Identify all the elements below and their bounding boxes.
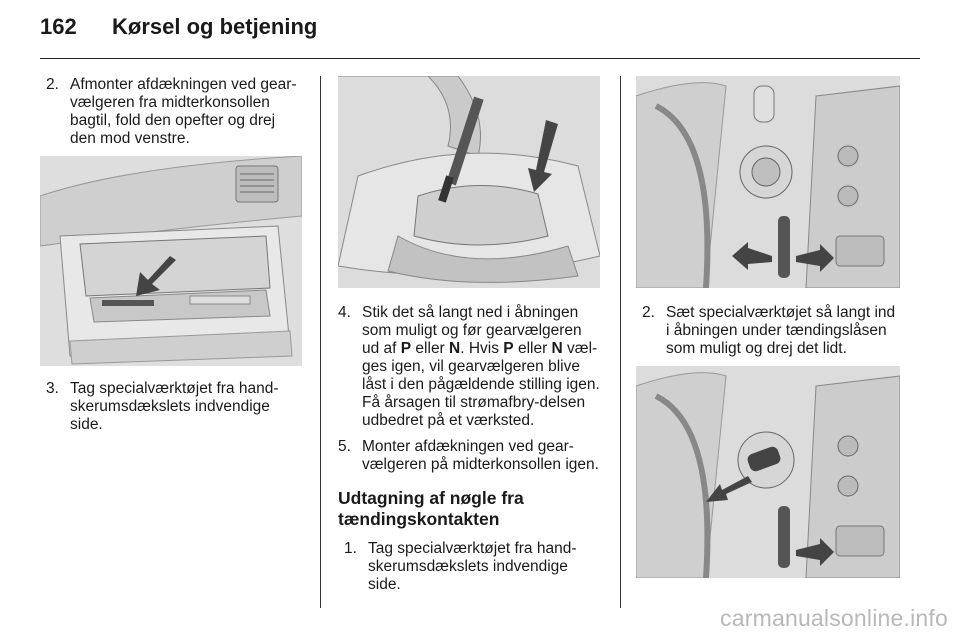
header-divider bbox=[40, 58, 920, 59]
glovebox-drawing bbox=[40, 156, 302, 366]
ignition-tool-illustration bbox=[636, 76, 900, 288]
step-text: Monter afdækningen ved gear-vælgeren på midterkonsollen igen. bbox=[362, 438, 599, 473]
gear-selector-drawing bbox=[338, 76, 600, 288]
step-number: 1. bbox=[344, 540, 357, 557]
gear-selector-illustration bbox=[338, 76, 600, 288]
glovebox-illustration bbox=[40, 156, 302, 366]
gear-n-label: N bbox=[449, 340, 461, 357]
step-text bbox=[362, 304, 602, 430]
step-text: Afmonter afdækningen ved gear-vælgeren fra midterkonsollen bagtil, fold den opefter og drej den mod venstre. bbox=[70, 76, 297, 147]
step-5-refit-cover bbox=[338, 438, 602, 474]
page-number: 162 bbox=[40, 14, 77, 39]
step-text-part: eller bbox=[513, 340, 552, 357]
step-2-remove-cover bbox=[40, 76, 302, 148]
step-text: Tag specialværktøjet fra hand-skerumsdækslets indvendige side. bbox=[368, 540, 577, 593]
step-number: 2. bbox=[46, 76, 59, 93]
column-divider-2 bbox=[620, 76, 621, 608]
gear-n-label: N bbox=[551, 340, 563, 357]
gear-p-label: P bbox=[400, 340, 412, 357]
chapter-title: Kørsel og betjening bbox=[112, 14, 318, 39]
step-text-part: væl-ges igen, vil gearvælgeren blive låst i den pågældende stilling igen. Få årsagen til strømafbry-delsen udbedret på et værksted. bbox=[362, 340, 600, 429]
step-text: Tag specialværktøjet fra hand-skerumsdækslets indvendige side. bbox=[70, 380, 279, 433]
step-text-part: . Hvis bbox=[460, 340, 504, 357]
page-header bbox=[40, 14, 317, 50]
step-3-take-tool bbox=[40, 380, 302, 434]
column-2 bbox=[338, 76, 602, 602]
key-removal-illustration bbox=[636, 366, 900, 578]
step-text-part: eller bbox=[411, 340, 450, 357]
step-number: 4. bbox=[338, 304, 351, 321]
step-number: 5. bbox=[338, 438, 351, 455]
ignition-tool-drawing bbox=[636, 76, 900, 288]
step-1-take-tool bbox=[338, 540, 602, 594]
step-2-insert-under-ignition bbox=[636, 304, 901, 358]
column-divider-1 bbox=[320, 76, 321, 608]
column-1 bbox=[40, 76, 302, 442]
step-number: 3. bbox=[46, 380, 59, 397]
section-subheading: Udtagning af nøgle fra tændingskontakten bbox=[338, 488, 524, 529]
gear-p-label: P bbox=[503, 340, 514, 357]
step-4-insert-tool bbox=[338, 304, 602, 430]
step-text: Sæt specialværktøjet så langt ind i åbningen under tændingslåsen som muligt og drej det lidt. bbox=[666, 304, 896, 357]
column-3 bbox=[636, 76, 901, 578]
watermark: carmanualsonline.info bbox=[720, 605, 948, 631]
step-text-part: Stik det så langt ned i åbningen som muligt og før gearvælgeren ud af bbox=[362, 304, 582, 357]
key-removal-drawing bbox=[636, 366, 900, 578]
step-number: 2. bbox=[642, 304, 655, 321]
